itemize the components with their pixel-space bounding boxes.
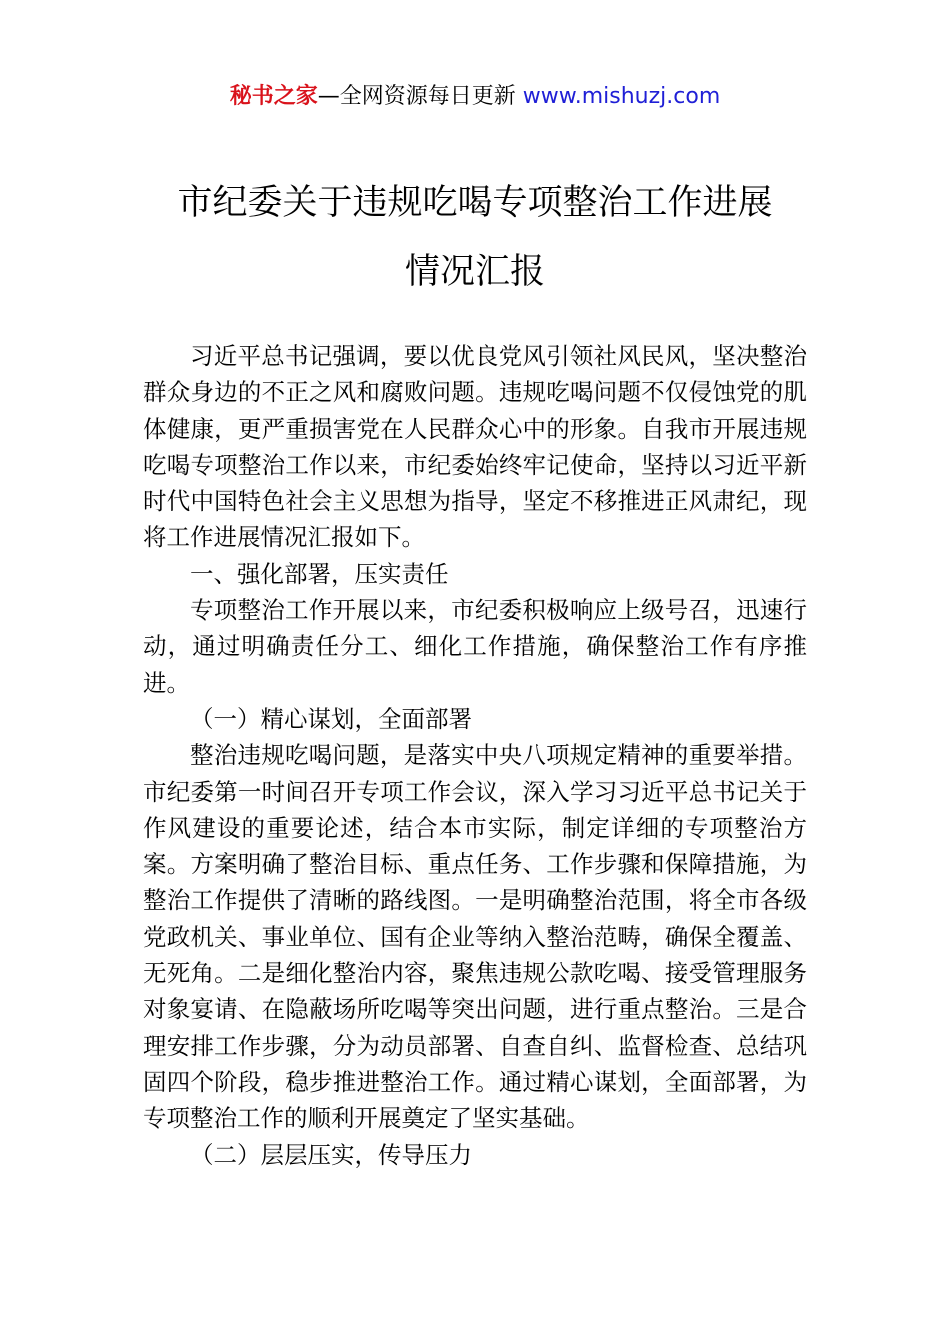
section-heading-1: 一、强化部署，压实责任 (190, 559, 449, 588)
site-url-link[interactable]: www.mishuzj.com (522, 84, 721, 109)
subsection-heading-1: （一）精心谋划，全面部署 (190, 704, 472, 733)
document-body (143, 338, 807, 1173)
site-header (0, 82, 950, 112)
document-title-line-2: 情况汇报 (404, 252, 545, 292)
site-tagline: —全网资源每日更新 (317, 84, 523, 109)
intro-paragraph: 习近平总书记强调，要以优良党风引领社风民风，坚决整治群众身边的不正之风和腐败问题。违规吃喝问题不仅侵蚀党的肌体健康，更严重损害党在人民群众心中的形象。自我市开展违规吃喝专项整治工作以来，市纪委始终牢记使命，坚持以习近平新时代中国特色社会主义思想为指导，坚定不移推进正风肃纪，现将工作进展情况汇报如下。 (143, 342, 807, 552)
document-title-line-1: 市纪委关于违规吃喝专项整治工作进展 (177, 183, 773, 223)
subsection-1-paragraph: 整治违规吃喝问题，是落实中央八项规定精神的重要举措。市纪委第一时间召开专项工作会议，深入学习习近平总书记关于作风建设的重要论述，结合本市实际，制定详细的专项整治方案。方案明确了整治目标、重点任务、工作步骤和保障措施，为整治工作提供了清晰的路线图。一是明确整治范围，将全市各级党政机关、事业单位、国有企业等纳入整治范畴，确保全覆盖、无死角。二是细化整治内容，聚焦违规公款吃喝、接受管理服务对象宴请、在隐蔽场所吃喝等突出问题，进行重点整治。三是合理安排工作步骤，分为动员部署、自查自纠、监督检查、总结巩固四个阶段，稳步推进整治工作。通过精心谋划，全面部署，为专项整治工作的顺利开展奠定了坚实基础。 (143, 741, 807, 1133)
subsection-heading-2: （二）层层压实，传导压力 (190, 1140, 472, 1169)
site-brand: 秘书之家 (229, 84, 318, 109)
section-1-paragraph: 专项整治工作开展以来，市纪委积极响应上级号召，迅速行动，通过明确责任分工、细化工作措施，确保整治工作有序推进。 (143, 596, 807, 697)
